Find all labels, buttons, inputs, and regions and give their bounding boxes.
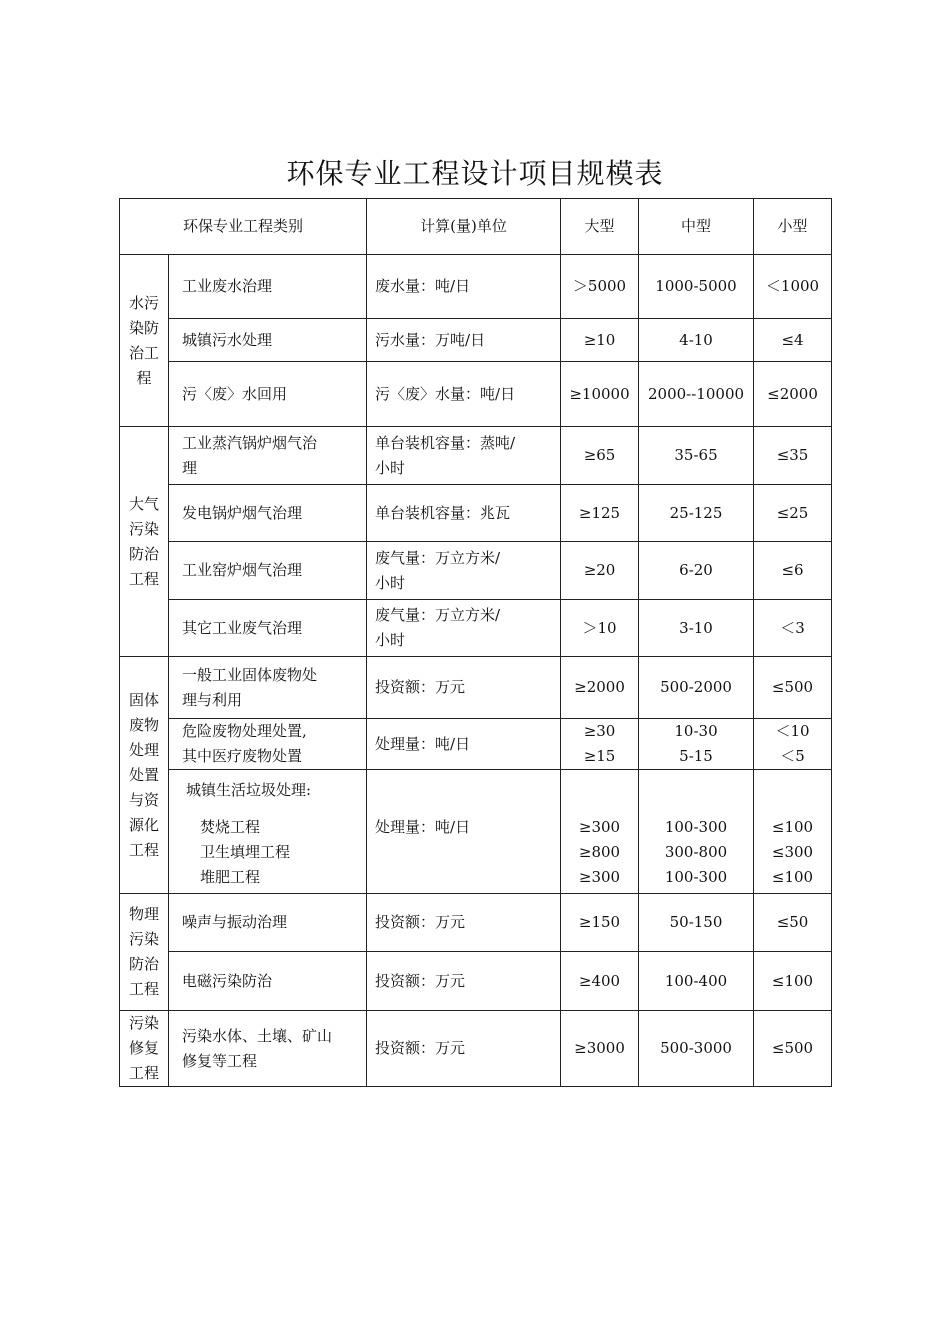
- item-cell: [169, 1011, 367, 1087]
- unit-cell: 污〈废〉水量：吨/日: [367, 362, 561, 427]
- small-cell: ≤6: [754, 542, 832, 600]
- category-cell: [120, 1011, 169, 1087]
- page-title: 环保专业工程设计项目规模表: [286, 157, 664, 190]
- category-label: 物理污染防治工程: [128, 905, 159, 998]
- value-line: ≥300: [578, 868, 621, 886]
- unit-line: 小时: [375, 573, 406, 592]
- value-line: 100-300: [664, 818, 728, 836]
- large-cell: ≥400: [561, 952, 639, 1011]
- item-cell: 电磁污染防治: [169, 952, 367, 1011]
- small-cell: ≤35: [754, 427, 832, 485]
- item-cell: 污〈废〉水回用: [169, 362, 367, 427]
- item-cell: [169, 657, 367, 719]
- item-cell: 其它工业废气治理: [169, 600, 367, 657]
- small-cell: ≤100: [754, 952, 832, 1011]
- category-cell: [120, 894, 169, 1011]
- large-cell: ≥10000: [561, 362, 639, 427]
- table-row: [120, 894, 832, 952]
- item-line: 理与利用: [182, 690, 243, 709]
- small-cell: ≤500: [754, 657, 832, 719]
- large-cell: ≥2000: [561, 657, 639, 719]
- large-cell: ≥150: [561, 894, 639, 952]
- item-line: 理: [182, 458, 198, 477]
- medium-cell: 1000-5000: [639, 255, 754, 319]
- table-row: [120, 319, 832, 362]
- table-row: [120, 952, 832, 1011]
- unit-line: 废气量：万立方米/: [375, 606, 501, 624]
- medium-cell: 6-20: [639, 542, 754, 600]
- value-line: ≤100: [771, 868, 814, 886]
- category-label: 大气污染防治工程: [128, 494, 159, 588]
- small-cell: ≤500: [754, 1011, 832, 1087]
- table-row: [120, 255, 832, 319]
- medium-cell: 25-125: [639, 485, 754, 542]
- small-cell: ≤2000: [754, 362, 832, 427]
- medium-cell: 35-65: [639, 427, 754, 485]
- value-line: ＜5: [780, 747, 805, 765]
- unit-cell: 投资额：万元: [367, 952, 561, 1011]
- item-cell: [169, 427, 367, 485]
- header-medium: 中型: [639, 199, 754, 255]
- category-cell: [120, 657, 169, 894]
- value-line: 10-30: [674, 722, 718, 740]
- medium-cell: 2000--10000: [639, 362, 754, 427]
- header-row: [120, 199, 832, 255]
- unit-cell: 单台装机容量：兆瓦: [367, 485, 561, 542]
- small-cell: ＜3: [754, 600, 832, 657]
- unit-cell: [367, 600, 561, 657]
- header-category: 环保专业工程类别: [120, 199, 367, 255]
- unit-cell: [367, 542, 561, 600]
- category-label: 污染修复工程: [128, 1014, 159, 1082]
- small-cell: ≤50: [754, 894, 832, 952]
- item-cell: 工业废水治理: [169, 255, 367, 319]
- category-label: 水污染防治工程: [128, 293, 159, 387]
- table-row: [120, 657, 832, 719]
- large-cell: ＞10: [561, 600, 639, 657]
- unit-cell: 投资额：万元: [367, 894, 561, 952]
- value-line: ≥300: [578, 818, 621, 836]
- value-line: ≤100: [771, 818, 814, 836]
- item-cell: 发电锅炉烟气治理: [169, 485, 367, 542]
- small-cell: [754, 719, 832, 770]
- large-cell: ≥125: [561, 485, 639, 542]
- table-row: [120, 1011, 832, 1087]
- category-cell: [120, 255, 169, 427]
- table-row: [120, 719, 832, 770]
- unit-cell: 投资额：万元: [367, 657, 561, 719]
- value-line: ≥800: [578, 843, 621, 861]
- medium-cell: [639, 719, 754, 770]
- scale-table: [119, 198, 832, 1087]
- unit-cell: 处理量：吨/日: [367, 719, 561, 770]
- large-cell: [561, 719, 639, 770]
- value-line: ≥30: [583, 722, 616, 740]
- table-row: [120, 770, 832, 894]
- small-cell: ＜1000: [754, 255, 832, 319]
- value-line: 5-15: [679, 747, 713, 765]
- item-line: 堆肥工程: [200, 868, 261, 886]
- medium-cell: 100-400: [639, 952, 754, 1011]
- header-unit: 计算(量)单位: [367, 199, 561, 255]
- table-row: [120, 600, 832, 657]
- medium-cell: 50-150: [639, 894, 754, 952]
- unit-line: 废气量：万立方米/: [375, 548, 501, 567]
- small-cell: ≤25: [754, 485, 832, 542]
- item-cell: [169, 719, 367, 770]
- large-cell: ≥3000: [561, 1011, 639, 1087]
- value-line: 100-300: [664, 868, 728, 886]
- category-cell: [120, 427, 169, 657]
- medium-cell: 500-2000: [639, 657, 754, 719]
- unit-line: 小时: [375, 631, 406, 649]
- table-row: [120, 427, 832, 485]
- item-line: 其中医疗废物处置: [182, 747, 303, 765]
- large-cell: ≥10: [561, 319, 639, 362]
- item-cell: 工业窑炉烟气治理: [169, 542, 367, 600]
- item-line: 焚烧工程: [200, 818, 261, 836]
- large-cell: [561, 770, 639, 894]
- item-line: 污染水体、土壤、矿山: [182, 1026, 333, 1045]
- table-row: [120, 542, 832, 600]
- small-cell: [754, 770, 832, 894]
- large-cell: ≥65: [561, 427, 639, 485]
- item-line: 卫生填埋工程: [200, 843, 291, 861]
- item-line: 城镇生活垃圾处理:: [186, 781, 312, 799]
- unit-cell: [367, 427, 561, 485]
- unit-line: 小时: [375, 458, 406, 477]
- value-line: ≥15: [583, 747, 616, 765]
- item-line: 修复等工程: [182, 1051, 258, 1070]
- unit-cell: 投资额：万元: [367, 1011, 561, 1087]
- table-row: [120, 485, 832, 542]
- value-line: ≤300: [771, 843, 814, 861]
- unit-cell: 污水量：万吨/日: [367, 319, 561, 362]
- large-cell: ＞5000: [561, 255, 639, 319]
- table-row: [120, 362, 832, 427]
- item-cell: 噪声与振动治理: [169, 894, 367, 952]
- item-line: 危险废物处理处置,: [182, 722, 307, 740]
- value-line: 300-800: [664, 843, 728, 861]
- large-cell: ≥20: [561, 542, 639, 600]
- unit-line: 单台装机容量：蒸吨/: [375, 433, 516, 452]
- item-line: 一般工业固体废物处: [182, 665, 318, 684]
- medium-cell: 3-10: [639, 600, 754, 657]
- small-cell: ≤4: [754, 319, 832, 362]
- value-line: ＜10: [775, 722, 810, 740]
- item-cell: [169, 770, 367, 894]
- header-large: 大型: [561, 199, 639, 255]
- unit-cell: 废水量：吨/日: [367, 255, 561, 319]
- category-label: 固体废物处理处置与资源化工程: [128, 690, 159, 859]
- item-cell: 城镇污水处理: [169, 319, 367, 362]
- unit-cell: 处理量：吨/日: [367, 770, 561, 894]
- medium-cell: 4-10: [639, 319, 754, 362]
- medium-cell: 500-3000: [639, 1011, 754, 1087]
- header-small: 小型: [754, 199, 832, 255]
- item-line: 工业蒸汽锅炉烟气治: [182, 433, 318, 452]
- medium-cell: [639, 770, 754, 894]
